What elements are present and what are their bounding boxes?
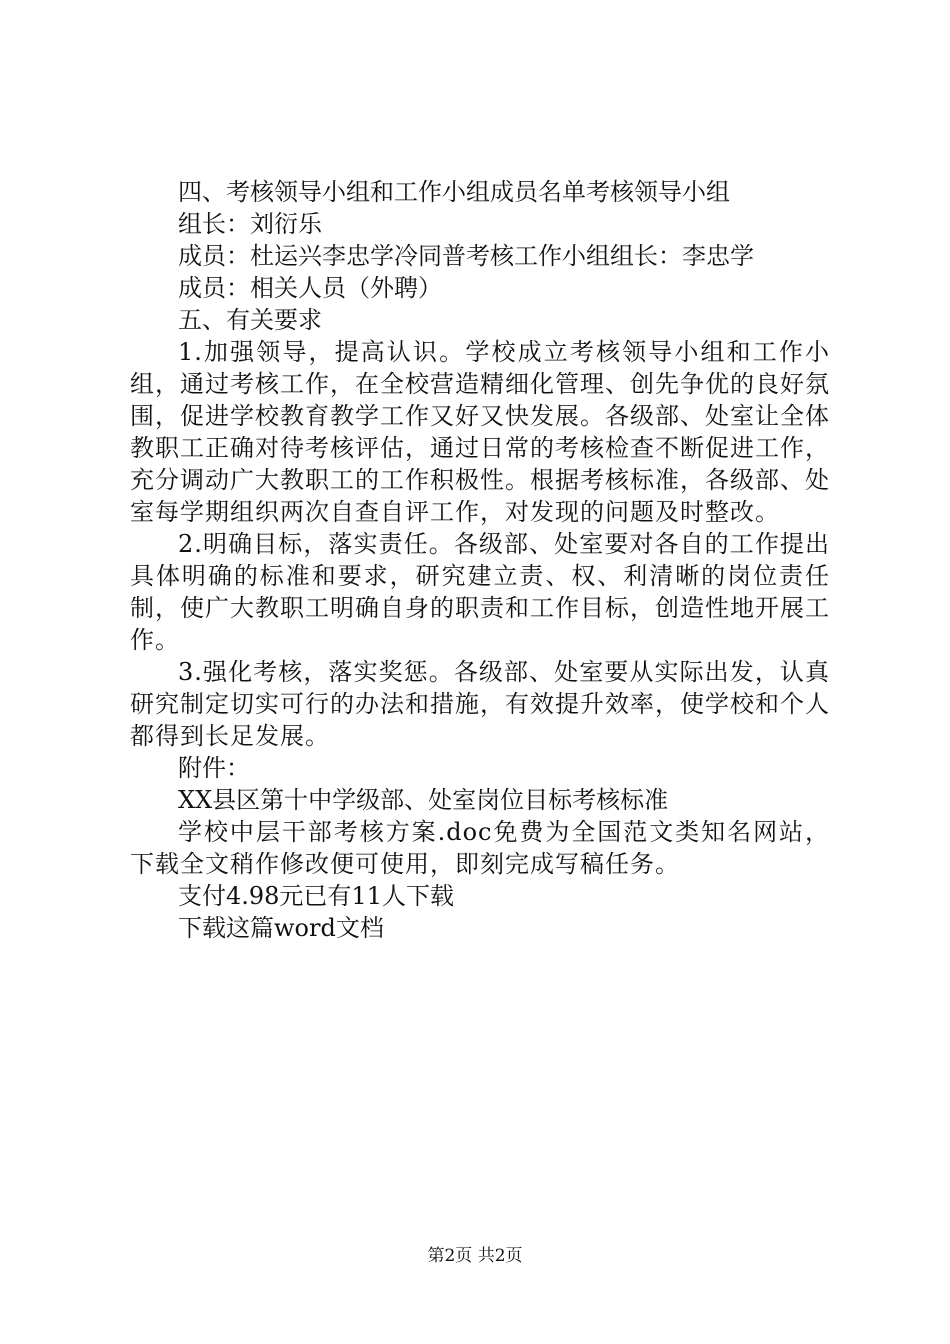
document-body [130,176,830,944]
attachment-label: 附件： [178,754,250,782]
payment-info: 支付4.98元已有11人下载 [178,882,454,910]
promo-text: 学校中层干部考核方案.doc免费为全国范文类知名网站，下载全文稍作修改便可使用，即刻完成写稿任务。 [130,818,830,878]
attachment-item: XX县区第十中学级部、处室岗位目标考核标准 [178,786,669,814]
download-link[interactable]: 下载这篇word文档 [178,914,384,942]
requirement-paragraph-3: 3.强化考核，落实奖惩。各级部、处室要从实际出发，认真研究制定切实可行的办法和措施，有效提升效率，使学校和个人都得到长足发展。 [130,658,830,750]
requirement-paragraph-2: 2.明确目标，落实责任。各级部、处室要对各自的工作提出具体明确的标准和要求，研究建立责、权、利清晰的岗位责任制，使广大教职工明确自身的职责和工作目标，创造性地开展工作。 [130,530,830,654]
section-heading-4: 四、考核领导小组和工作小组成员名单考核领导小组 [178,178,730,206]
members-line-2: 成员：相关人员（外聘） [178,274,442,302]
page-footer: 第2页 共2页 [427,1246,523,1266]
requirement-paragraph-1: 1.加强领导，提高认识。学校成立考核领导小组和工作小组，通过考核工作，在全校营造精细化管理、创先争优的良好氛围，促进学校教育教学工作又好又快发展。各级部、处室让全体教职工正确对待考核评估，通过日常的考核检查不断促进工作，充分调动广大教职工的工作积极性。根据考核标准，各级部、处室每学期组织两次自查自评工作，对发现的问题及时整改。 [130,338,830,526]
members-line-1: 成员：杜运兴李忠学冷同普考核工作小组组长：李忠学 [178,242,754,270]
leader-line: 组长：刘衍乐 [178,210,322,238]
section-heading-5: 五、有关要求 [178,306,322,334]
